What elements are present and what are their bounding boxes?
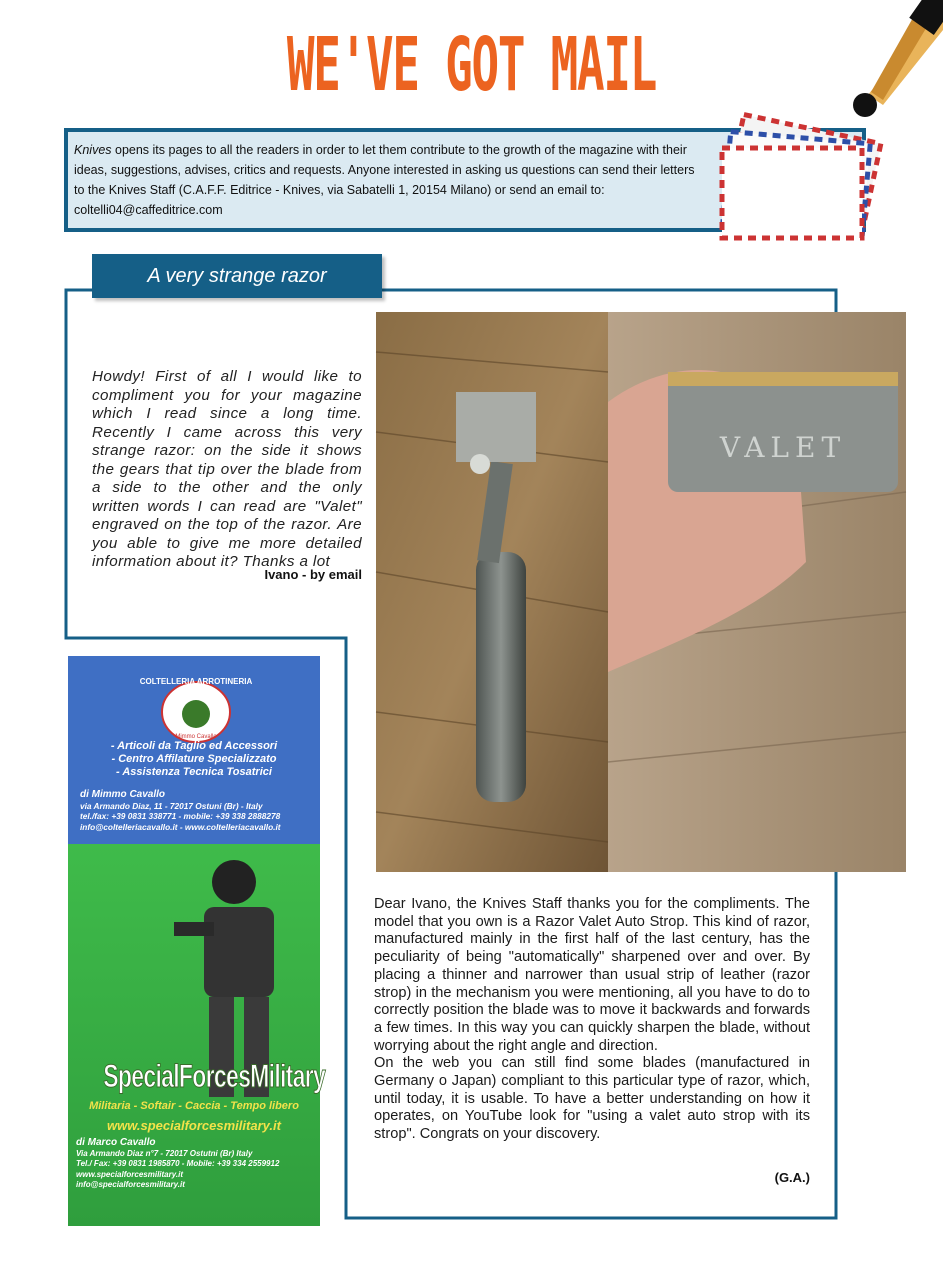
sfm-tagline: Militaria - Softair - Caccia - Tempo libero bbox=[89, 1100, 299, 1112]
page-title: WE'VE GOT MAIL bbox=[286, 22, 657, 108]
coltelleria-logo bbox=[139, 672, 253, 746]
sfm-brand-title: SpecialForcesMilitary bbox=[103, 1058, 326, 1094]
intro-text: Knives opens its pages to all the readers in order to let them contribute to the growth of the magazine with their ideas, suggestions, advises, critics and requests. Anyone interested in asking us questions can send their letters to the Knives Staff (C.A.F.F. Editrice - Knives, via Sabatelli 1, 20154 Milano) or send an email to: coltelli04@caffeditrice.com bbox=[74, 143, 695, 217]
razor-photo bbox=[376, 312, 906, 872]
svg-text:Mimmo Cavallo: Mimmo Cavallo bbox=[175, 734, 217, 740]
svg-text:COLTELLERIA ARROTINERIA: COLTELLERIA ARROTINERIA bbox=[139, 677, 253, 686]
section-title: A very strange razor bbox=[147, 265, 327, 287]
airmail-envelopes-illustration bbox=[712, 108, 892, 248]
staff-reply: Dear Ivano, the Knives Staff thanks you for the compliments. The model that you own is a Razor Valet Auto Strop. This kind of razor, manufactured mainly in the first half of the last century, has the peculiarity of being "automatically" sharpened over and over. By placing a thinner and narrower than usual strip of leather (razor strop) in the mechanism you were mentioning, all you have to do to correctly position the blade was to move it backwards and forwards a few times. In this way you can quickly sharpen the blade, without worrying about the right angle and direction. On the web you can still find some blades (manufactured in Germany o Japan) compliant to this particular type of razor, which, until today, it is usable. To have a better understanding on how it operates, on YouTube look for "using a valet auto strop with its strop". Congrats on your discovery. bbox=[374, 896, 810, 1143]
ad-contact-block: di Mimmo Cavallo via Armando Diaz, 11 - 72017 Ostuni (Br) - Italy tel./fax: +39 0831 338771 - mobile: +39 338 2888278 info@coltelleriacavallo.it - www.coltelleriacavallo.it bbox=[80, 789, 281, 832]
valet-engraving: VALET bbox=[719, 431, 847, 464]
sfm-url[interactable]: www.specialforcesmilitary.it bbox=[107, 1118, 281, 1133]
sfm-contact-block: di Marco Cavallo Via Armando Diaz n°7 - 72017 Ostutni (Br) Italy Tel./ Fax: +39 0831 1985870 - Mobile: +39 334 2559912 www.specialforcesmilitary.it info@specialforcesmilitary.it bbox=[76, 1137, 280, 1189]
reply-initials: (G.A.) bbox=[774, 1170, 810, 1185]
razor-handle bbox=[476, 552, 526, 802]
letter-signature: Ivano - by email bbox=[264, 567, 362, 582]
ad-services-list: - Articoli da Taglio ed Accessori - Centro Affilature Specializzato - Assistenza Tecnica Tosatrici bbox=[110, 740, 278, 778]
reader-letter: Howdy! First of all I would like to compliment you for your magazine which I read since a long time. Recently I came across this very strange razor: on the side it shows the gears that tip over the blade from a side to the other and the only written words I can read are "Valet" engraved on the top of the razor. Are you able to give me more detailed information about it? Thanks a lot bbox=[92, 368, 362, 570]
advertisement bbox=[68, 656, 326, 1226]
razor-head-mechanism bbox=[456, 392, 536, 462]
